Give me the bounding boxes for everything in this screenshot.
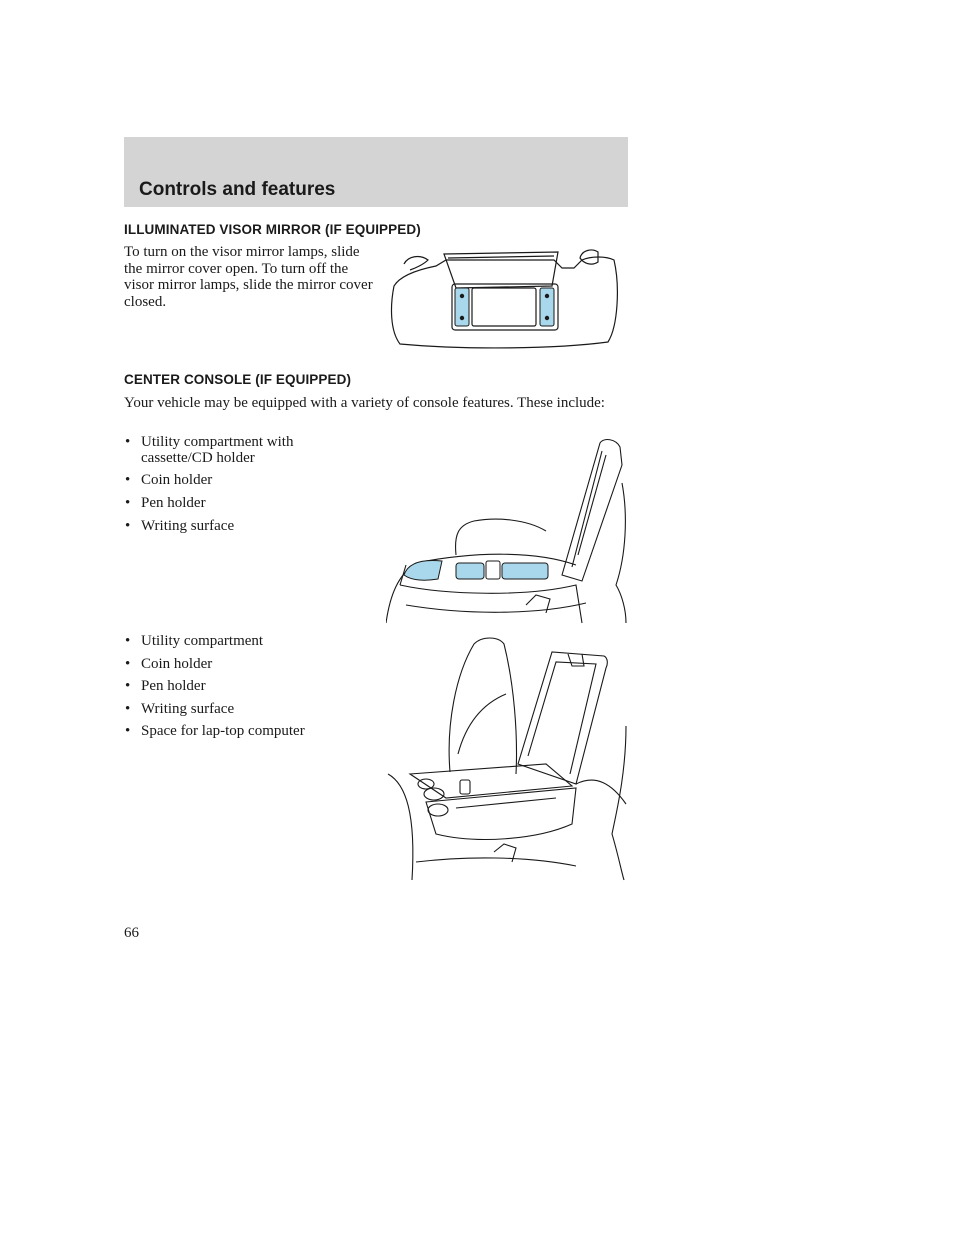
list-item: • Utility compartment	[124, 633, 364, 649]
console-illustration-1	[386, 435, 628, 625]
console-illustration-2	[386, 634, 628, 882]
page-number: 66	[124, 925, 139, 941]
list-item: • Pen holder	[124, 678, 364, 694]
center-console-heading: CENTER CONSOLE (IF EQUIPPED)	[124, 372, 352, 387]
section-header-band	[124, 137, 628, 207]
list-item: • Space for lap-top computer	[124, 723, 364, 739]
list-item: • Utility compartment with cassette/CD holder	[124, 434, 324, 466]
visor-mirror-paragraph: To turn on the visor mirror lamps, slide the mirror cover open. To turn off the visor mirror lamps, slide the mirror cover closed.	[124, 244, 373, 310]
visor-mirror-illustration	[386, 246, 622, 352]
page-title: Controls and features	[139, 179, 336, 200]
console-features-list-1	[124, 434, 324, 534]
list-item: • Writing surface	[124, 701, 364, 717]
console-features-list-2	[124, 633, 364, 739]
center-console-intro: Your vehicle may be equipped with a variety of console features. These include:	[124, 395, 605, 411]
list-item: • Coin holder	[124, 472, 324, 488]
list-item: • Pen holder	[124, 495, 324, 511]
list-item: • Writing surface	[124, 518, 324, 534]
visor-mirror-heading: ILLUMINATED VISOR MIRROR (IF EQUIPPED)	[124, 222, 421, 237]
list-item: • Coin holder	[124, 656, 364, 672]
